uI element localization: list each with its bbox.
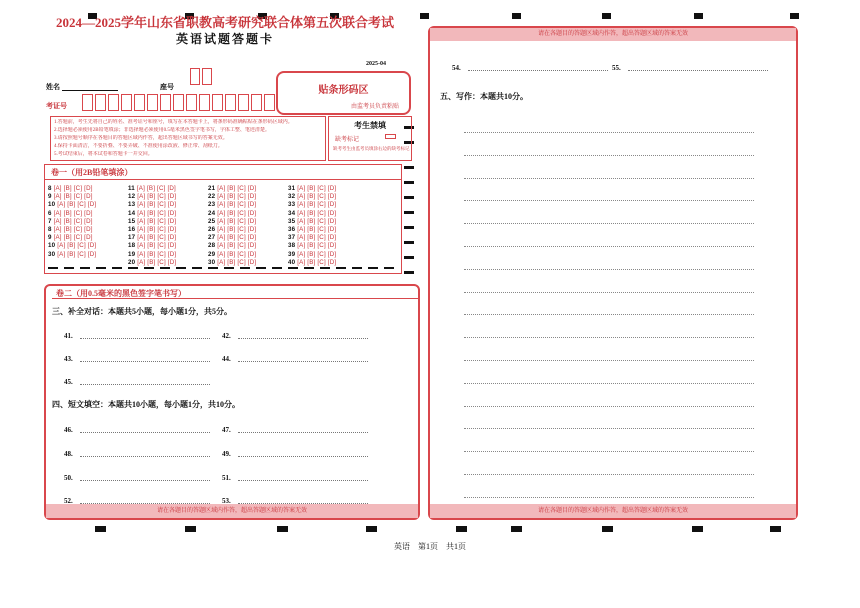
mc-options[interactable]: [A] [B] [C] [D] — [297, 209, 337, 217]
mc-question-number: 40 — [288, 258, 298, 266]
question-52: 52. — [64, 497, 73, 505]
mc-options[interactable]: [A] [B] [C] [D] — [217, 258, 257, 266]
exam-id-box[interactable] — [238, 94, 249, 111]
mc-question-row[interactable] — [208, 218, 256, 225]
mc-question-number: 31 — [288, 185, 298, 192]
notes-box — [50, 116, 326, 161]
mc-question-row[interactable] — [288, 185, 336, 192]
exam-id-box[interactable] — [199, 94, 210, 111]
question-53: 53. — [222, 497, 231, 505]
side-mark — [404, 241, 414, 244]
timing-mark — [512, 13, 521, 19]
part1-bottom-dashes — [48, 267, 400, 269]
mc-question-row[interactable] — [128, 201, 176, 208]
mc-question-row[interactable] — [128, 210, 176, 217]
mc-question-number: 28 — [208, 242, 218, 250]
mc-options[interactable]: [A] [B] [C] [D] — [53, 217, 93, 225]
mc-options[interactable]: [A] [B] [C] [D] — [297, 258, 337, 266]
mc-options[interactable]: [A] [B] [C] [D] — [57, 201, 97, 209]
part2-title: 卷二（用0.5毫米的黑色签字笔书写） — [56, 289, 186, 298]
mc-options[interactable]: [A] [B] [C] [D] — [137, 217, 177, 225]
mc-question-number: 8 — [48, 226, 54, 233]
mc-question-row[interactable] — [288, 193, 336, 200]
mc-options[interactable]: [A] [B] [C] [D] — [137, 193, 177, 201]
mc-question-number: 9 — [48, 193, 54, 201]
mc-question-number: 11 — [128, 185, 137, 192]
question-41: 41. — [64, 332, 73, 340]
writing-line[interactable] — [464, 314, 754, 315]
exam-id-box[interactable] — [82, 94, 93, 111]
exam-id-box[interactable] — [264, 94, 275, 111]
mc-question-row[interactable] — [288, 210, 336, 217]
mc-options[interactable]: [A] [B] [C] [D] — [137, 209, 177, 217]
exam-id-box[interactable] — [212, 94, 223, 111]
exam-id-box[interactable] — [160, 94, 171, 111]
answer-line-42[interactable] — [238, 338, 368, 339]
exam-title: 2024—2025学年山东省职教高考研究联合体第五次联合考试 — [55, 15, 394, 30]
seat-label: 座号 — [160, 83, 174, 91]
mc-options[interactable]: [A] [B] [C] [D] — [53, 209, 93, 217]
exam-id-box[interactable] — [147, 94, 158, 111]
mc-options[interactable]: [A] [B] [C] [D] — [217, 234, 257, 242]
mc-options[interactable]: [A] [B] [C] [D] — [297, 193, 337, 201]
page-footer: 英语 第1页 共1页 — [394, 542, 466, 551]
note-line: 2.选择题必须使用2B铅笔填涂；非选择题必须使用0.5毫米黑色签字笔书写，字体工整、笔迹清楚。 — [54, 128, 270, 133]
mc-options[interactable]: [A] [B] [C] [D] — [137, 226, 177, 233]
name-field[interactable] — [62, 90, 118, 91]
mc-options[interactable]: [A] [B] [C] [D] — [297, 185, 337, 192]
side-mark — [404, 181, 414, 184]
seat-box[interactable] — [202, 68, 212, 85]
timing-mark — [366, 526, 377, 532]
mc-options[interactable]: [A] [B] [C] [D] — [137, 258, 177, 266]
mc-question-row[interactable] — [48, 234, 93, 241]
writing-line[interactable] — [464, 200, 754, 201]
mc-question-number: 7 — [48, 217, 54, 225]
answer-line-44[interactable] — [238, 361, 368, 362]
name-label: 姓名 — [46, 83, 60, 91]
absent-note: 缺考考生由监考员填涂右边的缺考标记 — [333, 146, 410, 151]
mc-question-number: 18 — [128, 242, 138, 250]
mc-question-row[interactable] — [128, 185, 176, 192]
mc-options[interactable]: [A] [B] [C] [D] — [53, 185, 93, 192]
mc-question-number: 12 — [128, 193, 138, 201]
mc-options[interactable]: [A] [B] [C] [D] — [217, 209, 257, 217]
question-54: 54. — [452, 64, 461, 72]
mc-question-number: 22 — [208, 193, 218, 201]
note-line: 4.保持卡面清洁，不要折叠、不要弄破、不准使用涂改液、修正带、刮纸刀。 — [54, 144, 223, 149]
barcode-note: 由监考员负责粘贴 — [350, 104, 399, 110]
mc-question-number: 32 — [288, 193, 298, 201]
mc-question-number: 33 — [288, 201, 298, 209]
mc-question-row[interactable] — [128, 259, 176, 266]
question-47: 47. — [222, 426, 231, 434]
exam-mark-title: 考生禁填 — [354, 121, 386, 130]
mc-question-row[interactable] — [288, 218, 336, 225]
mc-question-row[interactable] — [208, 242, 256, 249]
mc-question-number: 39 — [288, 250, 298, 258]
mc-question-number: 35 — [288, 217, 298, 225]
mc-question-row[interactable] — [208, 185, 256, 192]
mc-question-number: 16 — [128, 226, 138, 233]
timing-mark — [420, 13, 429, 19]
mc-question-row[interactable] — [288, 259, 336, 266]
barcode-sticker-area — [276, 71, 411, 115]
writing-line[interactable] — [464, 428, 754, 429]
mc-options[interactable]: [A] [B] [C] [D] — [53, 226, 93, 233]
writing-line[interactable] — [464, 337, 754, 338]
question-49: 49. — [222, 450, 231, 458]
mc-options[interactable]: [A] [B] [C] [D] — [137, 234, 177, 242]
mc-question-row[interactable] — [208, 234, 256, 241]
mc-question-number: 13 — [128, 201, 138, 209]
timing-mark — [277, 526, 288, 532]
note-line: 5.考试结束后，将本试卷和答题卡一并交回。 — [54, 152, 153, 157]
mc-question-row[interactable] — [208, 251, 256, 258]
mc-question-number: 30 — [48, 250, 58, 258]
timing-mark — [694, 13, 703, 19]
mc-options[interactable]: [A] [B] [C] [D] — [53, 193, 93, 201]
question-42: 42. — [222, 332, 231, 340]
side-mark — [404, 196, 414, 199]
side-mark — [404, 166, 414, 169]
answer-line-50[interactable] — [80, 480, 210, 481]
mc-question-number: 27 — [208, 234, 218, 242]
mc-options[interactable]: [A] [B] [C] [D] — [297, 201, 337, 209]
mc-question-number: 38 — [288, 242, 298, 250]
exam-id-box[interactable] — [121, 94, 132, 111]
part2-bottom-warning: 请在各题目的答题区域内作答，超出答题区域的答案无效 — [46, 504, 418, 518]
answer-line-53[interactable] — [238, 503, 368, 504]
mc-options[interactable]: [A] [B] [C] [D] — [217, 185, 257, 192]
mc-options[interactable]: [A] [B] [C] [D] — [57, 242, 97, 250]
seat-box[interactable] — [190, 68, 200, 85]
mc-question-row[interactable] — [48, 218, 93, 225]
exam-id-box[interactable] — [251, 94, 262, 111]
mc-options[interactable]: [A] [B] [C] [D] — [297, 226, 337, 233]
mc-question-number: 6 — [48, 209, 54, 217]
absent-label: 缺考标记 — [335, 137, 360, 143]
exam-id-box[interactable] — [134, 94, 145, 111]
mc-question-row[interactable] — [208, 259, 256, 266]
mc-question-number: 34 — [288, 209, 298, 217]
mc-question-row[interactable] — [208, 201, 256, 208]
mc-question-row[interactable] — [48, 242, 96, 249]
side-mark — [404, 271, 414, 274]
mc-options[interactable]: [A] [B] [C] [D] — [217, 217, 257, 225]
mc-options[interactable]: [A] [B] [C] [D] — [137, 250, 177, 258]
mc-question-row[interactable] — [128, 251, 176, 258]
mc-options[interactable]: [A] [B] [C] [D] — [297, 250, 337, 258]
barcode-title: 贴条形码区 — [318, 85, 369, 96]
mc-question-row[interactable] — [48, 185, 93, 192]
timing-mark — [692, 526, 703, 532]
writing-line[interactable] — [464, 155, 754, 156]
answer-line-49[interactable] — [238, 456, 368, 457]
writing-line[interactable] — [464, 451, 754, 452]
writing-line[interactable] — [464, 178, 754, 179]
mc-options[interactable]: [A] [B] [C] [D] — [217, 226, 257, 233]
exam-id-label: 考证号 — [46, 102, 67, 110]
writing-line[interactable] — [464, 292, 754, 293]
exam-id-box[interactable] — [173, 94, 184, 111]
question-43: 43. — [64, 355, 73, 363]
note-line: 3.请按照题号顺序在各题目的答题区域内作答，超出答题区域书写的答案无效。 — [54, 136, 228, 141]
mc-question-number: 36 — [288, 226, 298, 233]
answer-line-51[interactable] — [238, 480, 368, 481]
mc-question-number: 15 — [128, 217, 138, 225]
mc-question-row[interactable] — [128, 234, 176, 241]
mc-options[interactable]: [A] [B] [C] [D] — [217, 201, 257, 209]
mc-question-row[interactable] — [288, 234, 336, 241]
mc-options[interactable]: [A] [B] [C] [D] — [137, 242, 177, 250]
question-44: 44. — [222, 355, 231, 363]
mc-question-number: 9 — [48, 234, 54, 242]
exam-mark-box — [328, 116, 412, 161]
mc-question-number: 24 — [208, 209, 218, 217]
section4-title: 四、短文填空：本题共10小题，每小题1分，共10分。 — [52, 400, 240, 409]
mc-question-number: 8 — [48, 185, 54, 192]
mc-question-number: 26 — [208, 226, 218, 233]
answer-line-54[interactable] — [468, 70, 608, 71]
answer-line-41[interactable] — [80, 338, 210, 339]
writing-bottom-warning: 请在各题目的答题区域内作答，超出答题区域的答案无效 — [430, 504, 796, 518]
mc-question-row[interactable] — [208, 193, 256, 200]
mc-question-row[interactable] — [48, 226, 93, 233]
timing-mark — [790, 13, 799, 19]
mc-question-number: 23 — [208, 201, 218, 209]
answer-line-45[interactable] — [80, 384, 210, 385]
mc-question-row[interactable] — [288, 251, 336, 258]
question-46: 46. — [64, 426, 73, 434]
mc-options[interactable]: [A] [B] [C] [D] — [217, 193, 257, 201]
mc-question-number: 19 — [128, 250, 138, 258]
mc-question-number: 20 — [128, 258, 138, 266]
mc-question-row[interactable] — [48, 201, 96, 208]
mc-question-row[interactable] — [128, 218, 176, 225]
answer-line-52[interactable] — [80, 503, 210, 504]
exam-id-box[interactable] — [225, 94, 236, 111]
mc-question-row[interactable] — [288, 201, 336, 208]
answer-line-55[interactable] — [628, 70, 768, 71]
part1-divider — [45, 179, 401, 180]
mc-options[interactable]: [A] [B] [C] [D] — [297, 217, 337, 225]
note-line: 1.答题前，考生先将自己的姓名、准考证号和座号，填写在本答题卡上，将条形码准确粘贴在条形码区域内。 — [54, 120, 293, 125]
timing-mark — [511, 526, 522, 532]
timing-mark — [185, 526, 196, 532]
writing-line[interactable] — [464, 269, 754, 270]
mc-question-number: 21 — [208, 185, 218, 192]
question-55: 55. — [612, 64, 621, 72]
mc-question-number: 10 — [48, 242, 58, 250]
answer-sheet-title: 英语试题答题卡 — [175, 32, 274, 46]
mc-question-row[interactable] — [288, 226, 336, 233]
mc-question-number: 10 — [48, 201, 58, 209]
writing-line[interactable] — [464, 360, 754, 361]
absent-checkbox[interactable] — [385, 134, 396, 139]
section3-title: 三、补全对话：本题共5小题，每小题1分，共5分。 — [52, 307, 232, 316]
exam-date: 2025-04 — [366, 61, 386, 67]
writing-line[interactable] — [464, 223, 754, 224]
mc-question-number: 29 — [208, 250, 218, 258]
mc-question-number: 37 — [288, 234, 298, 242]
mc-question-number: 17 — [128, 234, 138, 242]
exam-id-box[interactable] — [95, 94, 106, 111]
timing-mark — [602, 526, 613, 532]
answer-line-46[interactable] — [80, 432, 210, 433]
part1-title: 卷一（用2B铅笔填涂） — [51, 168, 133, 177]
timing-mark — [602, 13, 611, 19]
mc-options[interactable]: [A] [B] [C] [D] — [137, 201, 177, 209]
side-mark — [404, 226, 414, 229]
timing-mark — [95, 526, 106, 532]
writing-line[interactable] — [464, 406, 754, 407]
mc-question-number: 25 — [208, 217, 218, 225]
writing-top-warning: 请在各题目的答题区域内作答，超出答题区域的答案无效 — [430, 28, 796, 41]
timing-mark — [770, 526, 781, 532]
timing-mark — [456, 526, 467, 532]
mc-options[interactable]: [A] [B] [C] [D] — [297, 234, 337, 242]
mc-options[interactable]: [A] [B] [C] [D] — [53, 234, 93, 242]
mc-question-number: 14 — [128, 209, 138, 217]
mc-question-row[interactable] — [48, 210, 93, 217]
answer-line-43[interactable] — [80, 361, 210, 362]
answer-line-47[interactable] — [238, 432, 368, 433]
mc-question-number: 30 — [208, 258, 218, 266]
mc-options[interactable]: [A] [B] [C] [D] — [297, 242, 337, 250]
writing-line[interactable] — [464, 246, 754, 247]
mc-question-row[interactable] — [288, 242, 336, 249]
question-51: 51. — [222, 474, 231, 482]
writing-line[interactable] — [464, 474, 754, 475]
writing-line[interactable] — [464, 132, 754, 133]
mc-question-row[interactable] — [48, 193, 93, 200]
question-45: 45. — [64, 378, 73, 386]
answer-line-48[interactable] — [80, 456, 210, 457]
mc-options[interactable]: [A] [B] [C] [D] — [217, 242, 257, 250]
mc-question-row[interactable] — [128, 242, 176, 249]
writing-line[interactable] — [464, 497, 754, 498]
side-mark — [404, 211, 414, 214]
mc-options[interactable]: [A] [B] [C] [D] — [217, 250, 257, 258]
side-mark — [404, 256, 414, 259]
mc-question-row[interactable] — [208, 210, 256, 217]
mc-question-row[interactable] — [208, 226, 256, 233]
exam-id-box[interactable] — [186, 94, 197, 111]
mc-question-row[interactable] — [128, 193, 176, 200]
mc-question-row[interactable] — [48, 251, 96, 258]
writing-line[interactable] — [464, 383, 754, 384]
mc-question-row[interactable] — [128, 226, 176, 233]
question-50: 50. — [64, 474, 73, 482]
question-48: 48. — [64, 450, 73, 458]
mc-options[interactable]: [A] [B] [C] [D] — [57, 250, 97, 258]
section5-title: 五、写作：本题共10分。 — [440, 92, 528, 101]
mc-options[interactable]: [A] [B] [C] [D] — [136, 185, 176, 192]
exam-id-box[interactable] — [108, 94, 119, 111]
